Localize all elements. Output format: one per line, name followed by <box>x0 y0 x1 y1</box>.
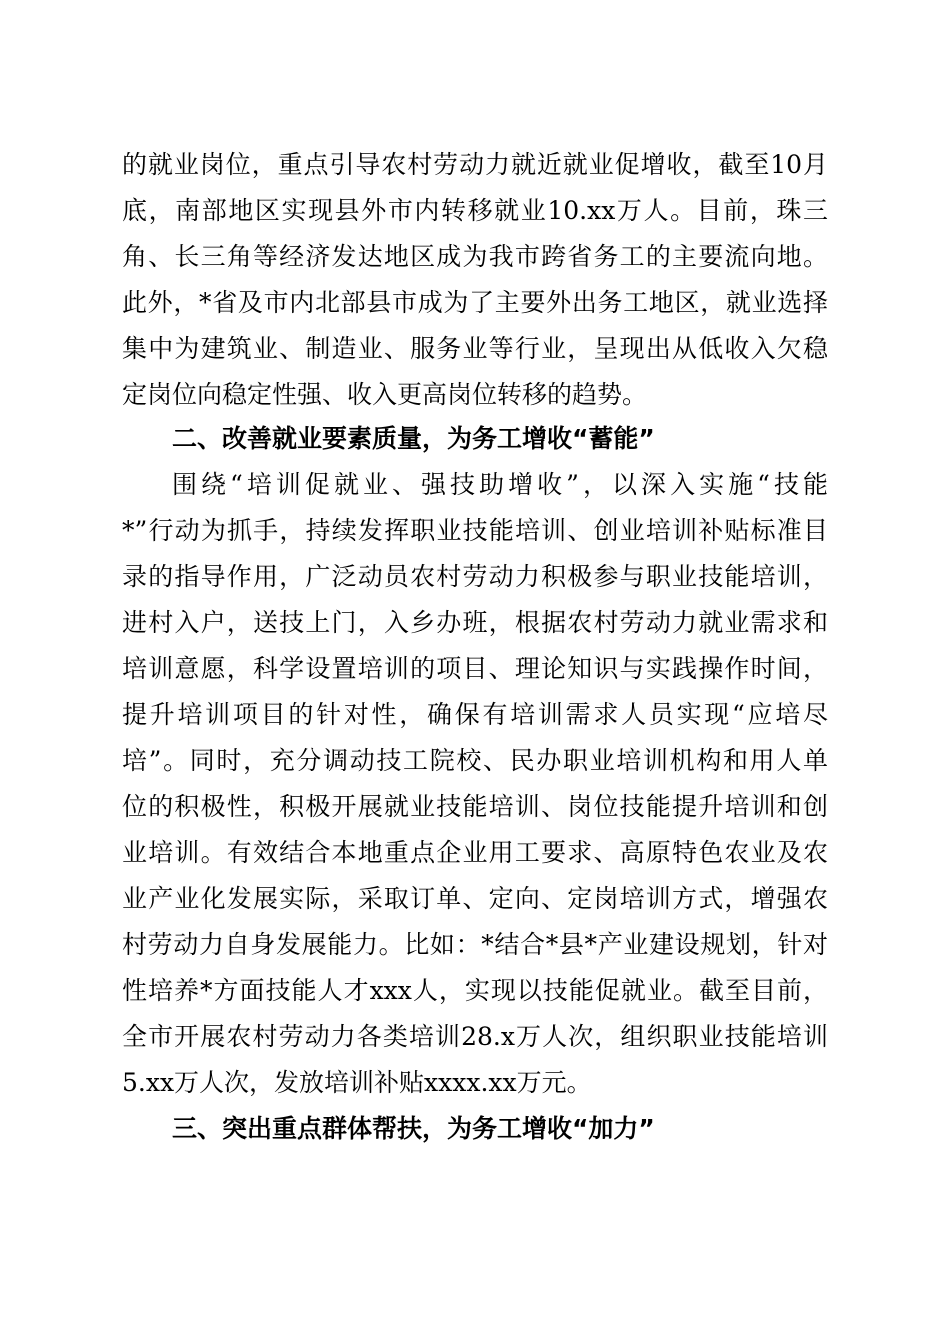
paragraph-line: 提升培训项目的针对性，确保有培训需求人员实现“应培尽 <box>122 700 828 729</box>
paragraph-line: 此外，*省及市内北部县市成为了主要外出务工地区，就业选择 <box>122 288 828 317</box>
paragraph-line: 5.xx万人次，发放培训补贴xxxx.xx万元。 <box>122 1068 592 1097</box>
paragraph-line: 培训意愿，科学设置培训的项目、理论知识与实践操作时间， <box>122 654 828 683</box>
paragraph-line: 位的积极性，积极开展就业技能培训、岗位技能提升培训和创 <box>122 792 828 821</box>
paragraph-line: 底，南部地区实现县外市内转移就业10.xx万人。目前，珠三 <box>122 196 828 225</box>
paragraph-line: 录的指导作用，广泛动员农村劳动力积极参与职业技能培训， <box>122 562 828 591</box>
paragraph-line: 性培养*方面技能人才xxx人，实现以技能促就业。截至目前， <box>122 976 828 1005</box>
paragraph-line: 培”。同时，充分调动技工院校、民办职业培训机构和用人单 <box>122 746 828 775</box>
paragraph-line: 角、长三角等经济发达地区成为我市跨省务工的主要流向地。 <box>122 242 828 271</box>
paragraph-line: 定岗位向稳定性强、收入更高岗位转移的趋势。 <box>122 380 648 409</box>
paragraph-line: 村劳动力自身发展能力。比如：*结合*县*产业建设规划，针对 <box>122 930 828 959</box>
section-heading-3: 三、突出重点群体帮扶，为务工增收“加力” <box>172 1114 655 1143</box>
paragraph-line: 进村入户，送技上门，入乡办班，根据农村劳动力就业需求和 <box>122 608 828 637</box>
paragraph-line: 的就业岗位，重点引导农村劳动力就近就业促增收，截至10月 <box>122 150 828 179</box>
paragraph-line: 围绕“培训促就业、强技助增收”，以深入实施“技能 <box>172 470 828 499</box>
paragraph-line: 业产业化发展实际，采取订单、定向、定岗培训方式，增强农 <box>122 884 828 913</box>
paragraph-line: 集中为建筑业、制造业、服务业等行业，呈现出从低收入欠稳 <box>122 334 828 363</box>
paragraph-line: 业培训。有效结合本地重点企业用工要求、高原特色农业及农 <box>122 838 828 867</box>
section-heading-2: 二、改善就业要素质量，为务工增收“蓄能” <box>172 424 655 453</box>
paragraph-line: *”行动为抓手，持续发挥职业技能培训、创业培训补贴标准目 <box>122 516 828 545</box>
paragraph-line: 全市开展农村劳动力各类培训28.x万人次，组织职业技能培训 <box>122 1022 828 1051</box>
